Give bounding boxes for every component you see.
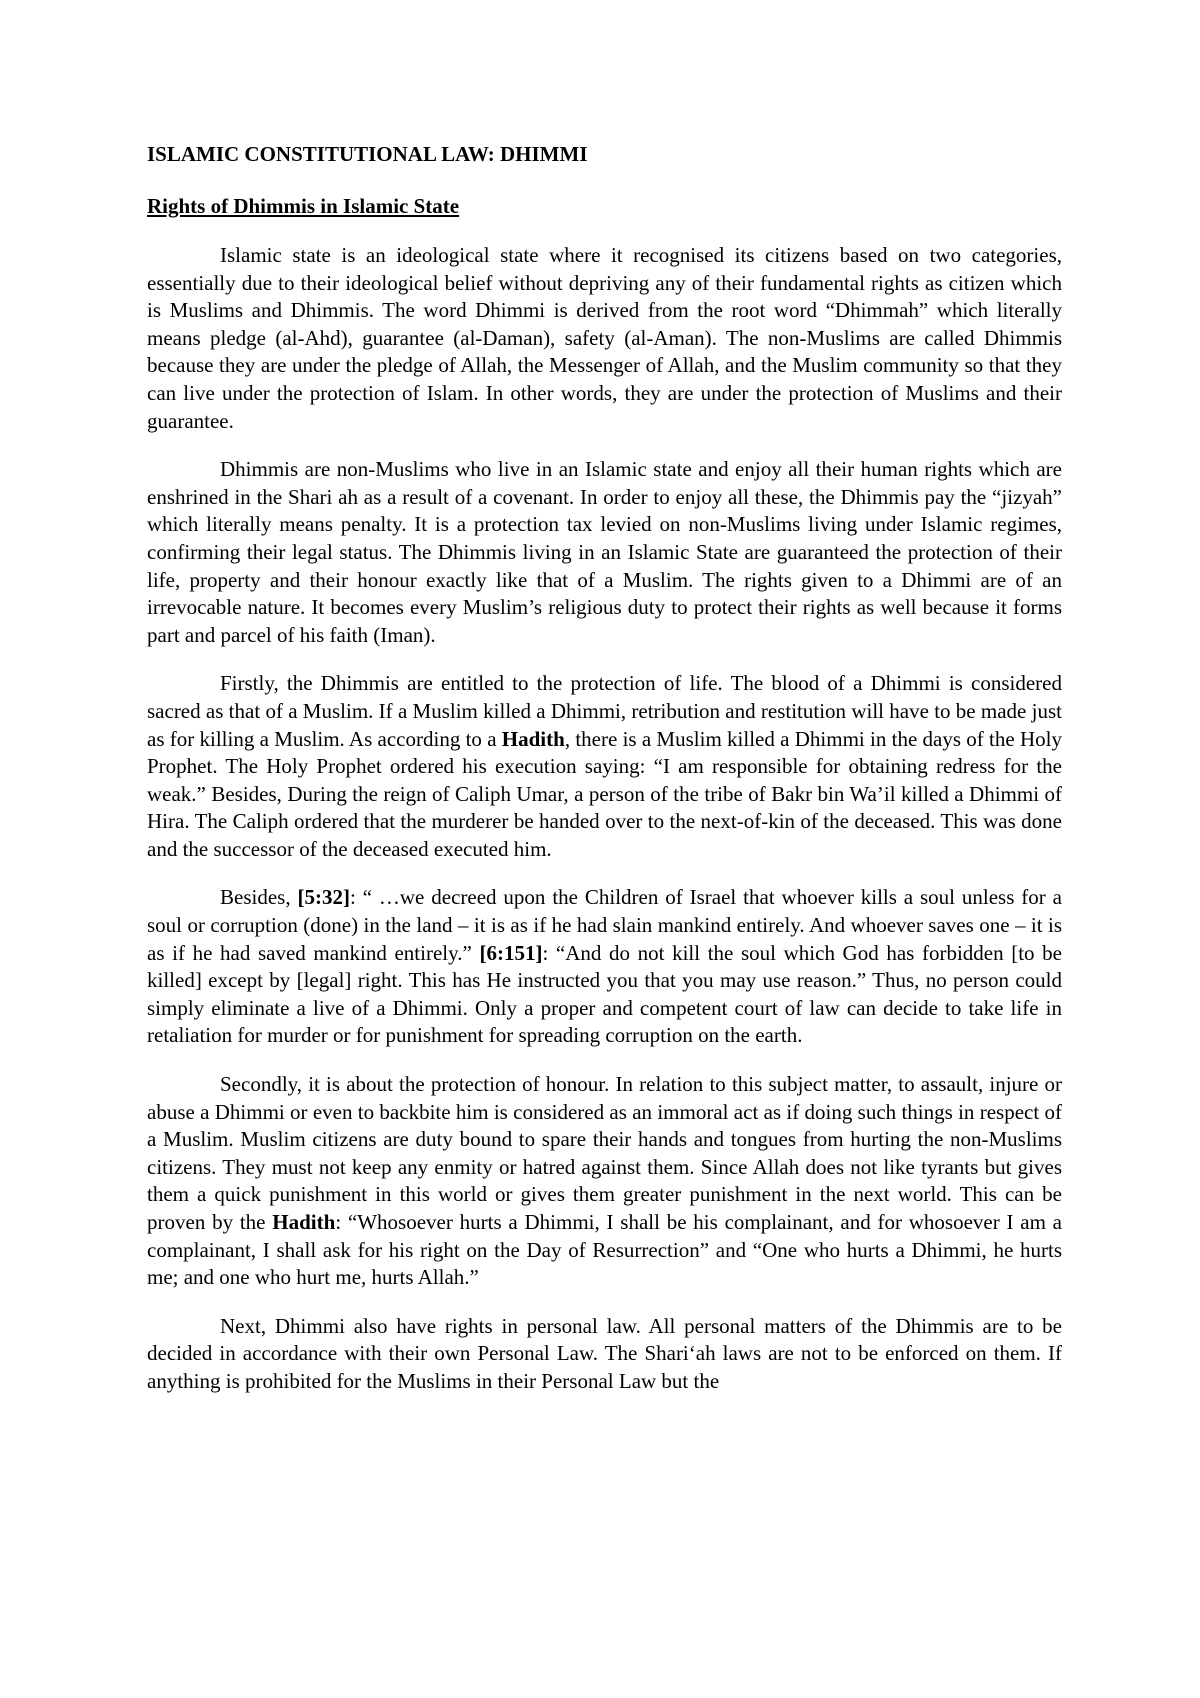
section-heading: Rights of Dhimmis in Islamic State: [147, 194, 460, 218]
document-body: [147, 140, 1062, 1396]
paragraph-text: Besides,: [220, 885, 298, 910]
paragraph-protection-of-life: [147, 670, 1062, 863]
paragraph-text: : “Whosoever hurts a Dhimmi, I shall be his complainant, and for whosoever I am a complainant, I shall ask for his right on the Day of Resurrection” and “One who hurts a Dhimmi, he hurts me; and one who hurt me, hurts Allah.”: [147, 1210, 1062, 1290]
verse-reference: [6:151]: [479, 940, 543, 965]
paragraph-text: : “ …we decreed upon the Children of Israel that whoever kills a soul unless for a soul or corruption (done) in the land – it is as if he had slain mankind entirely. And whoever saves one – it is as if he had saved mankind entirely.”: [147, 885, 1062, 965]
paragraph-text: Secondly, it is about the protection of honour. In relation to this subject matter, to assault, injure or abuse a Dhimmi or even to backbite him is considered as an immoral act as if doing such things in respect of a Muslim. Muslim citizens are duty bound to spare their hands and tongues from hurting the non-Muslims citizens. They must not keep any enmity or hatred against them. Since Allah does not like tyrants but gives them a quick punishment in this world or gives them greater punishment in the next world. This can be proven by the: [147, 1072, 1062, 1234]
hadith-term: Hadith: [272, 1210, 336, 1234]
paragraph-quran-verses: [147, 884, 1062, 1050]
verse-reference: [5:32]: [297, 885, 350, 910]
paragraph-definition: Islamic state is an ideological state where it recognised its citizens based on two categories, essentially due to their ideological belief without depriving any of their fundamental rights as citizen which is Muslims and Dhimmis. The word Dhimmi is derived from the root word “Dhimmah” which literally means pledge (al-Ahd), guarantee (al-Daman), safety (al-Aman). The non-Muslims are called Dhimmis because they are under the pledge of Allah, the Messenger of Allah, and the Muslim community so that they can live under the protection of Islam. In other words, they are under the protection of Muslims and their guarantee.: [147, 243, 1062, 433]
paragraph-personal-law: Next, Dhimmi also have rights in personal law. All personal matters of the Dhimmis are to be decided in accordance with their own Personal Law. The Shari‘ah laws are not to be enforced on them. If anything is prohibited for the Muslims in their Personal Law but the: [147, 1313, 1062, 1393]
paragraph-text: , there is a Muslim killed a Dhimmi in the days of the Holy Prophet. The Holy Prophet ordered his execution saying: “I am responsible for obtaining redress for the weak.” Besides, During the reign of Caliph Umar, a person of the tribe of Bakr bin Wa’il killed a Dhimmi of Hira. The Caliph ordered that the murderer be handed over to the next-of-kin of the deceased. This was done and the successor of the deceased executed him.: [147, 726, 1062, 861]
paragraph-text: : “And do not kill the soul which God has forbidden [to be killed] except by [legal] right. This has He instructed you that you may use reason.” Thus, no person could simply eliminate a live of a Dhimmi. Only a proper and competent court of law can decide to take life in retaliation for murder or for punishment for spreading corruption on the earth.: [147, 940, 1062, 1048]
hadith-term: Hadith: [501, 726, 565, 751]
paragraph-dhimmis-rights: Dhimmis are non-Muslims who live in an Islamic state and enjoy all their human rights which are enshrined in the Shari ah as a result of a covenant. In order to enjoy all these, the Dhimmis pay the “jizyah” which literally means penalty. It is a protection tax levied on non-Muslims living under Islamic regimes, confirming their legal status. The Dhimmis living in an Islamic State are guaranteed the protection of their life, property and their honour exactly like that of a Muslim. The rights given to a Dhimmi are of an irrevocable nature. It becomes every Muslim’s religious duty to protect their rights as well because it forms part and parcel of his faith (Iman).: [147, 457, 1062, 647]
paragraph-protection-of-honour: [147, 1071, 1062, 1292]
paragraph-text: Firstly, the Dhimmis are entitled to the protection of life. The blood of a Dhimmi is considered sacred as that of a Muslim. If a Muslim killed a Dhimmi, retribution and restitution will have to be made just as for killing a Muslim. As according to a: [147, 671, 1062, 751]
document-title: ISLAMIC CONSTITUTIONAL LAW: DHIMMI: [147, 142, 588, 166]
